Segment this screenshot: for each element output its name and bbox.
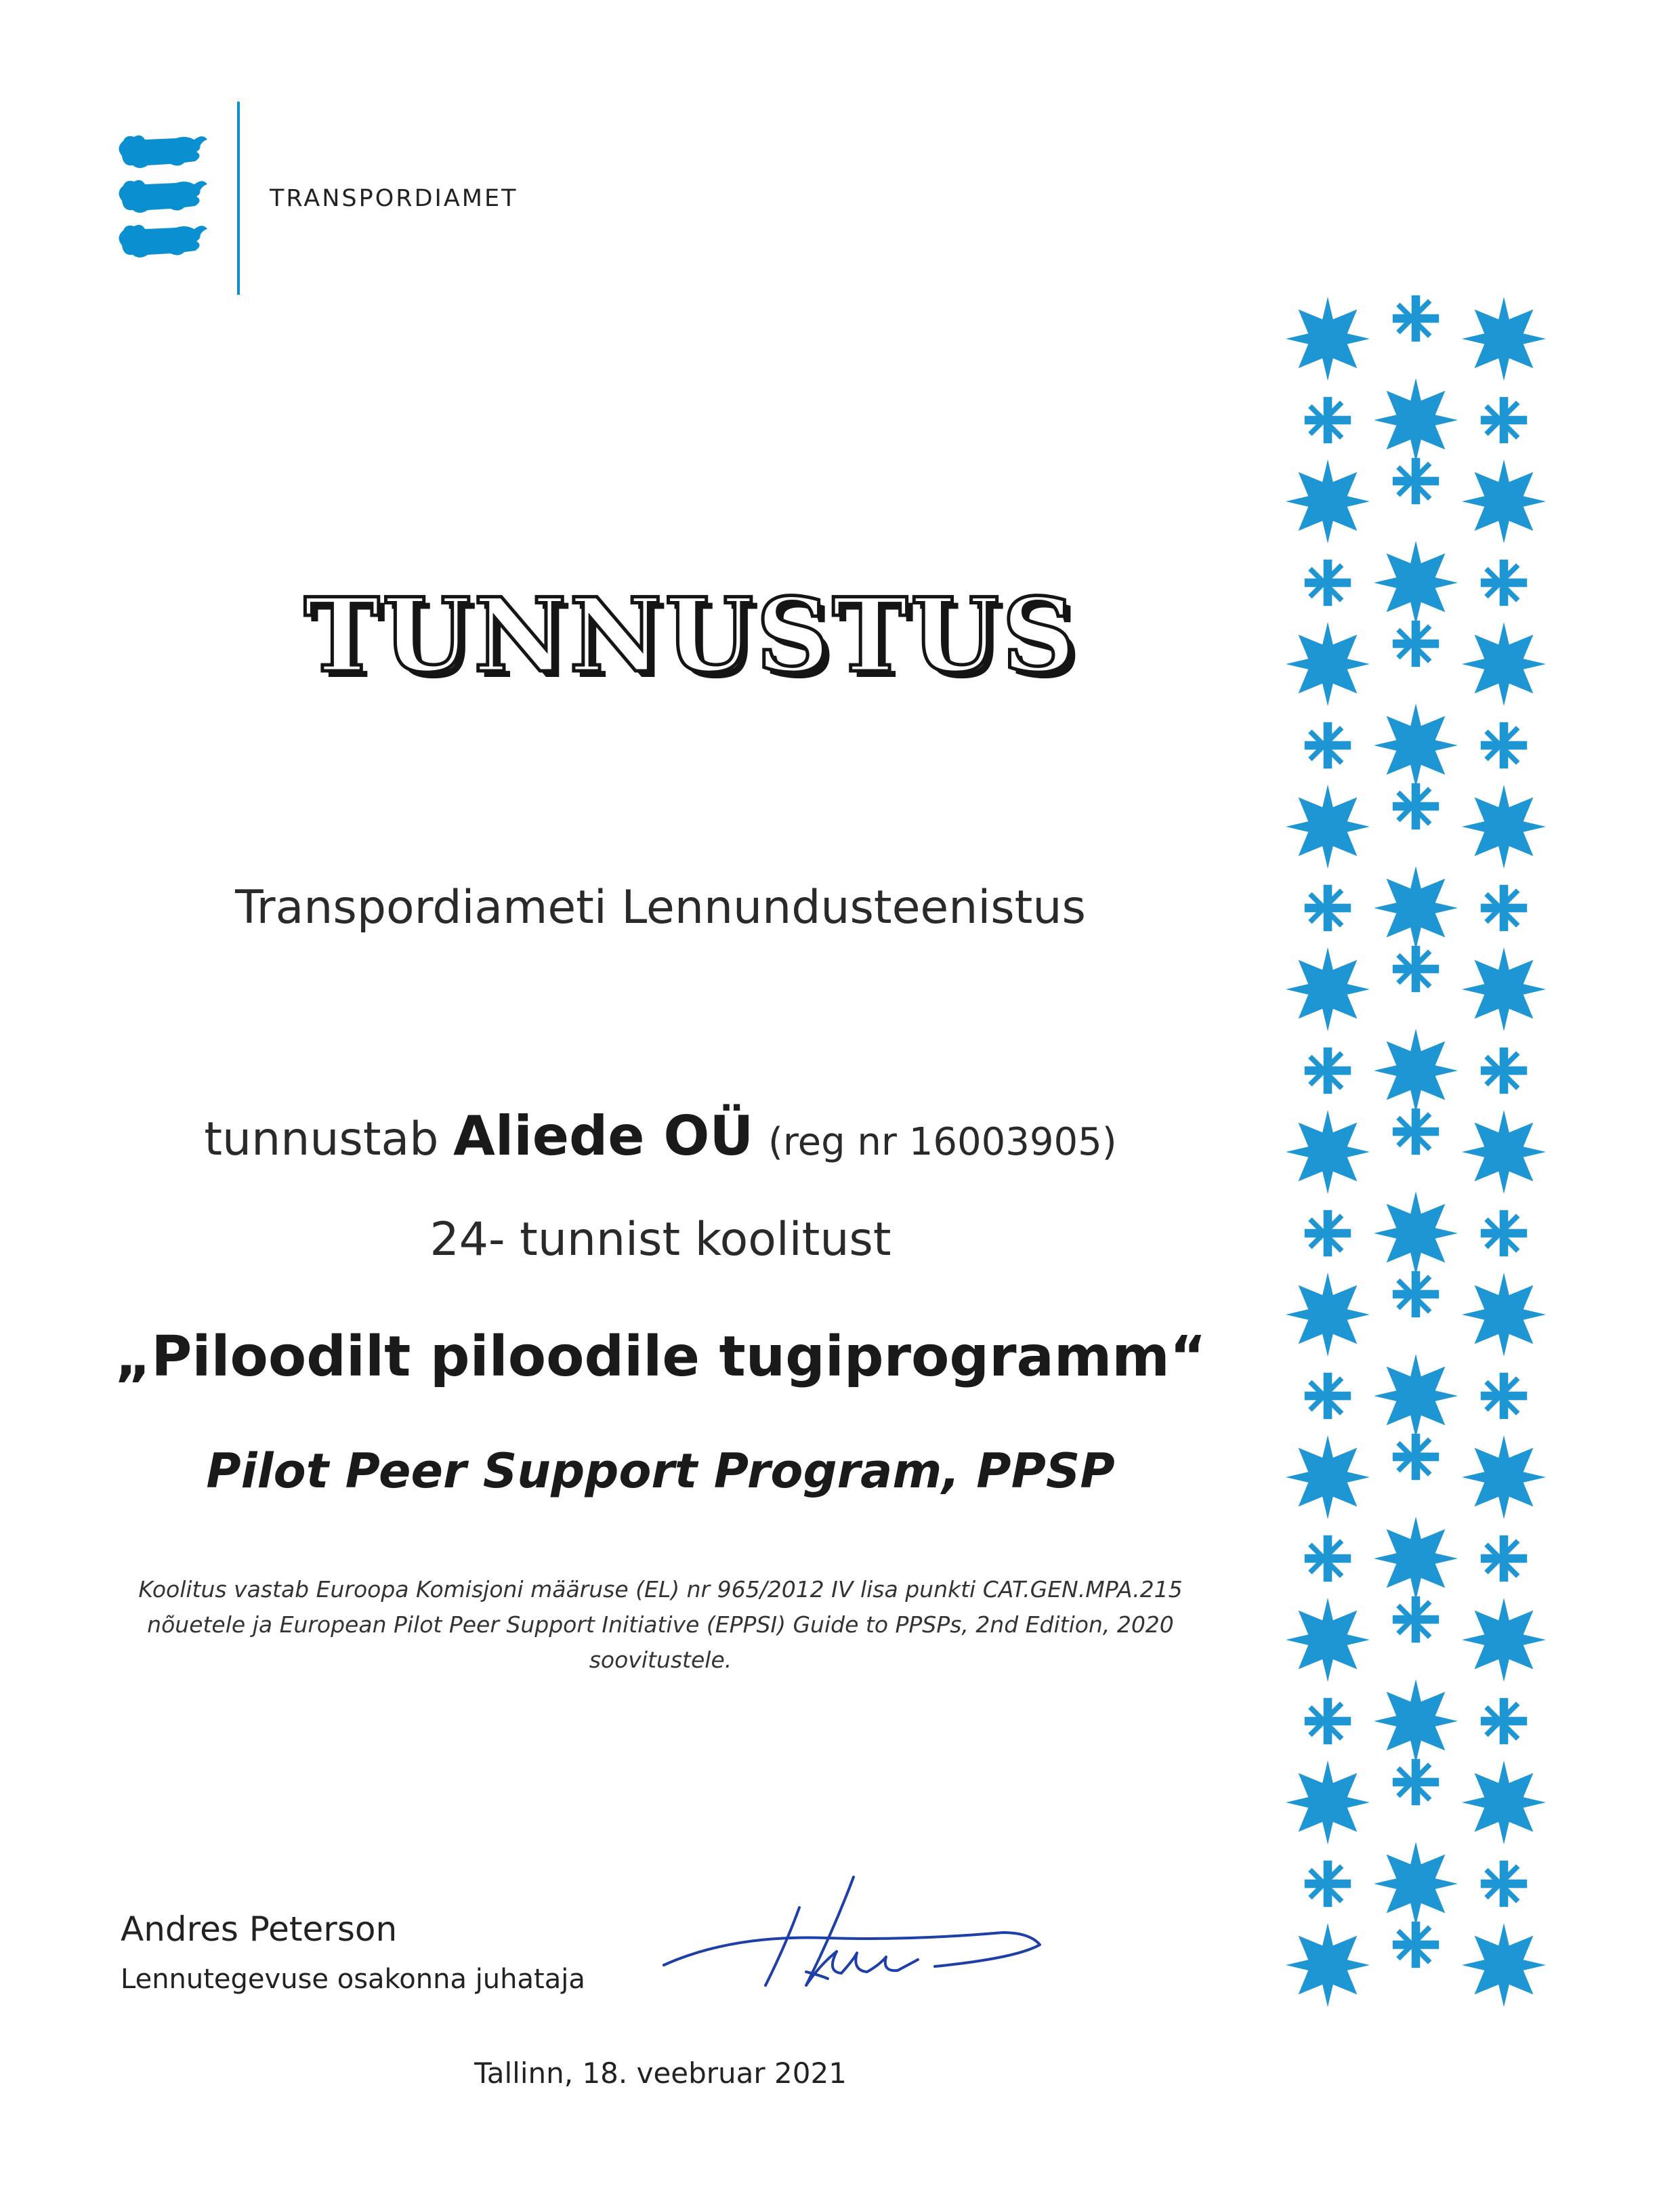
certifies-word: tunnustab [204, 1113, 439, 1166]
certification-line [0, 1105, 1321, 1168]
eight-point-star-icon [1286, 1435, 1370, 1519]
compliance-line: nõuetele ja European Pilot Peer Support Initiative (EPPSI) Guide to PPSPs, 2nd Edition, 2020 [147, 1611, 1174, 1638]
eight-point-star-icon [1462, 297, 1546, 381]
eight-point-star-icon [1374, 1516, 1458, 1601]
small-star-icon [1481, 1535, 1527, 1582]
star-ornament-pattern [1280, 271, 1551, 2019]
small-star-icon [1393, 621, 1439, 667]
eight-point-star-icon [1462, 947, 1546, 1031]
signer-name: Andres Peterson [121, 1910, 398, 1949]
lion-icon [119, 180, 207, 213]
compliance-line: soovitustele. [589, 1647, 732, 1673]
certificate-title: TUNNUSTUS [303, 576, 1078, 695]
small-star-icon [1481, 722, 1527, 768]
eight-point-star-icon [1462, 1435, 1546, 1519]
eight-point-star-icon [1374, 1029, 1458, 1113]
small-star-icon [1393, 1596, 1439, 1643]
eight-point-star-icon [1374, 1354, 1458, 1438]
compliance-note [115, 1572, 1206, 1678]
small-star-icon [1393, 1759, 1439, 1805]
small-star-icon [1305, 722, 1351, 768]
eight-point-star-icon [1374, 1191, 1458, 1275]
registration-number: (reg nr 16003905) [768, 1120, 1117, 1164]
small-star-icon [1481, 1048, 1527, 1094]
eight-point-star-icon [1286, 947, 1370, 1031]
small-star-icon [1393, 1109, 1439, 1155]
handwritten-signature [650, 1870, 1057, 2006]
lion-icon [119, 136, 207, 168]
compliance-line: Koolitus vastab Euroopa Komisjoni määruse (EL) nr 965/2012 IV lisa punkti CAT.GEN.MPA.215 [138, 1576, 1183, 1603]
small-star-icon [1393, 1271, 1439, 1317]
eight-point-star-icon [1462, 622, 1546, 706]
eight-point-star-icon [1462, 1273, 1546, 1357]
eight-point-star-icon [1286, 1110, 1370, 1194]
small-star-icon [1305, 1698, 1351, 1744]
eight-point-star-icon [1286, 1273, 1370, 1357]
lion-icon [119, 225, 207, 257]
small-star-icon [1305, 397, 1351, 443]
issuer-name: Transpordiameti Lennundusteenistus [235, 881, 1086, 934]
eight-point-star-icon [1286, 297, 1370, 381]
coat-of-arms-lions-icon [108, 129, 210, 264]
eight-point-star-icon [1374, 703, 1458, 787]
small-star-icon [1305, 560, 1351, 606]
place-and-date: Tallinn, 18. veebruar 2021 [474, 2057, 847, 2090]
small-star-icon [1393, 783, 1439, 829]
small-star-icon [1393, 458, 1439, 504]
eight-point-star-icon [1462, 785, 1546, 869]
small-star-icon [1481, 1210, 1527, 1256]
eight-point-star-icon [1286, 622, 1370, 706]
small-star-icon [1305, 885, 1351, 931]
small-star-icon [1393, 295, 1439, 342]
eight-point-star-icon [1374, 541, 1458, 625]
eight-point-star-icon [1286, 1760, 1370, 1844]
small-star-icon [1393, 1922, 1439, 1968]
program-name-english: Pilot Peer Support Program, PPSP [206, 1443, 1115, 1499]
eight-point-star-icon [1462, 1110, 1546, 1194]
organization-name: TRANSPORDIAMET [270, 185, 518, 212]
small-star-icon [1481, 397, 1527, 443]
program-name-estonian: „Piloodilt piloodile tugiprogramm“ [114, 1325, 1206, 1389]
eight-point-star-icon [1374, 1842, 1458, 1926]
small-star-icon [1393, 946, 1439, 992]
eight-point-star-icon [1286, 785, 1370, 869]
eight-point-star-icon [1286, 1923, 1370, 2007]
eight-point-star-icon [1286, 1598, 1370, 1682]
small-star-icon [1481, 560, 1527, 606]
small-star-icon [1481, 885, 1527, 931]
eight-point-star-icon [1374, 378, 1458, 462]
small-star-icon [1305, 1861, 1351, 1907]
small-star-icon [1481, 1861, 1527, 1907]
signer-role: Lennutegevuse osakonna juhataja [121, 1964, 585, 1995]
small-star-icon [1305, 1535, 1351, 1582]
small-star-icon [1481, 1698, 1527, 1744]
eight-point-star-icon [1374, 866, 1458, 950]
eight-point-star-icon [1462, 1760, 1546, 1844]
eight-point-star-icon [1462, 1923, 1546, 2007]
training-hours: 24- tunnist koolitust [429, 1213, 891, 1266]
small-star-icon [1305, 1373, 1351, 1419]
eight-point-star-icon [1374, 1679, 1458, 1763]
eight-point-star-icon [1286, 459, 1370, 543]
small-star-icon [1305, 1048, 1351, 1094]
logo-divider [237, 102, 240, 295]
small-star-icon [1305, 1210, 1351, 1256]
small-star-icon [1481, 1373, 1527, 1419]
small-star-icon [1393, 1434, 1439, 1480]
eight-point-star-icon [1462, 1598, 1546, 1682]
company-name: Aliede OÜ [453, 1105, 754, 1168]
eight-point-star-icon [1462, 459, 1546, 543]
